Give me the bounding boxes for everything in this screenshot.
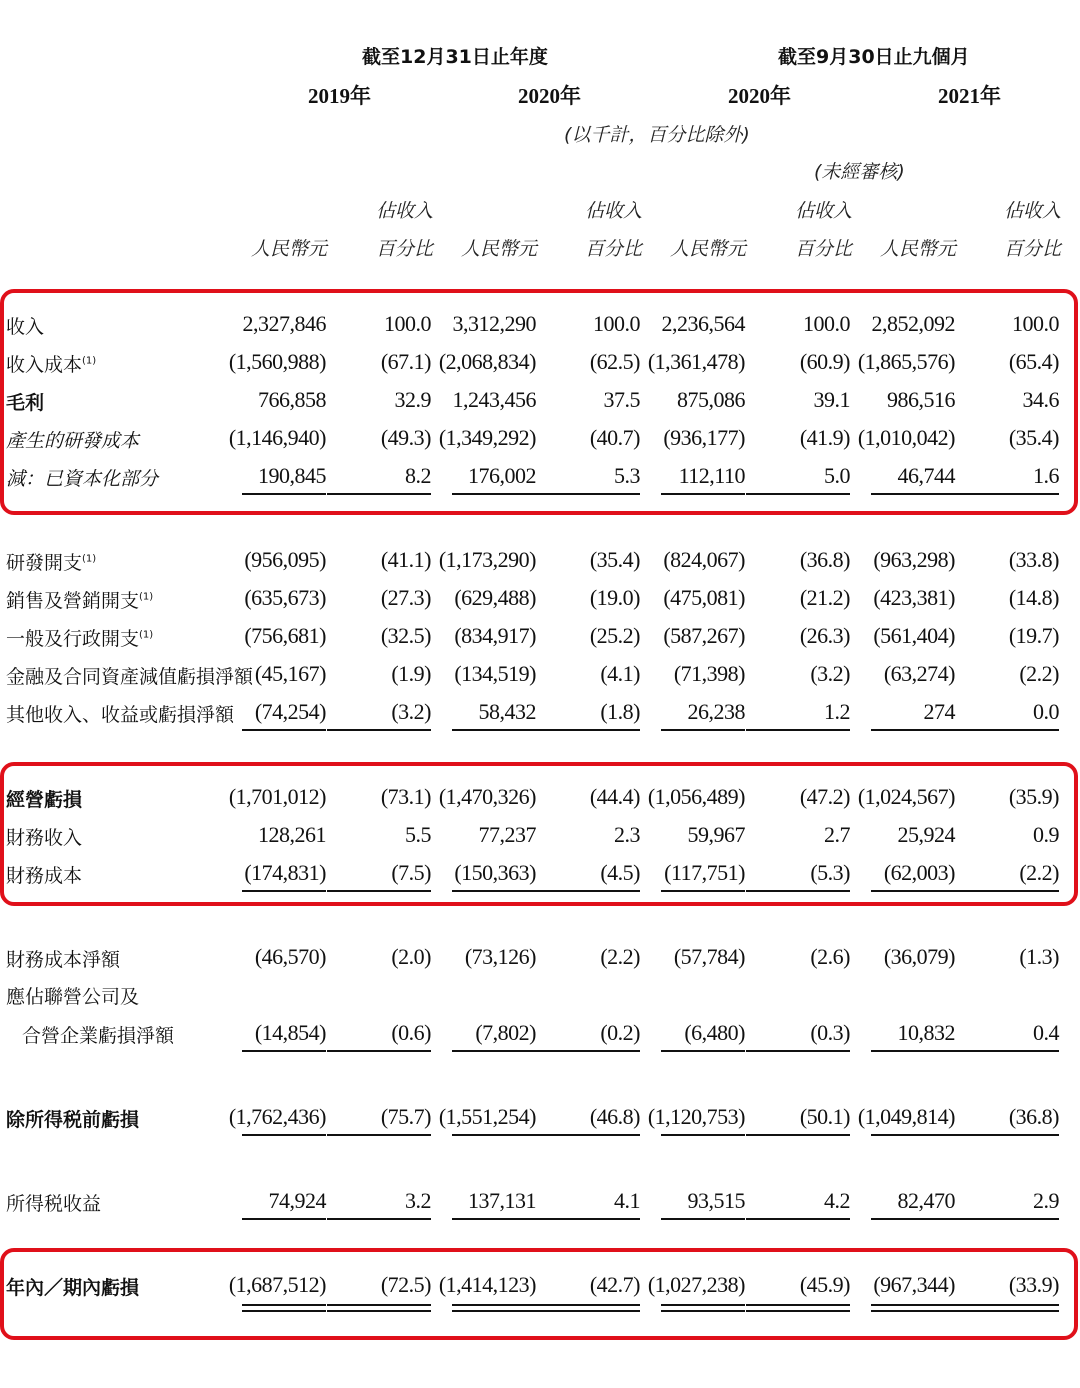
amount-cell: 112,110 [678, 463, 745, 488]
amount-cell: 128,261 [258, 822, 326, 847]
pct-cell: (25.2) [589, 623, 640, 648]
amount-cell: 58,432 [478, 699, 536, 724]
amount-cell: (587,267) [663, 623, 745, 648]
year-header-2: 2020年 [728, 84, 791, 108]
column-underline [661, 1050, 745, 1052]
amount-cell: (756,681) [244, 623, 326, 648]
row-label [6, 586, 153, 613]
pct-cell: (60.9) [799, 349, 850, 374]
pct-cell: (0.3) [810, 1020, 850, 1045]
row-label-text: 毛利 [6, 392, 45, 414]
col-header-pct-line1: 佔收入 [795, 200, 853, 222]
row-label-text: 合營企業虧損淨額 [22, 1025, 175, 1047]
col-header-pct-line1: 佔收入 [585, 200, 643, 222]
row-label-text: 銷售及營銷開支 [6, 590, 140, 612]
amount-cell: (62,003) [883, 860, 955, 885]
amount-cell: (1,551,254) [438, 1104, 536, 1129]
amount-cell: (956,095) [244, 547, 326, 572]
column-underline [871, 1134, 955, 1136]
pct-cell: (2.6) [810, 944, 850, 969]
column-underline [242, 1050, 326, 1052]
pct-cell: 3.2 [405, 1188, 431, 1213]
amount-cell: (1,027,238) [647, 1272, 745, 1297]
pct-cell: (3.2) [810, 661, 850, 686]
row-label [6, 982, 139, 1009]
column-underline [536, 1134, 640, 1136]
col-header-rmb: 人民幣元 [670, 238, 747, 260]
amount-cell: (1,024,567) [857, 784, 955, 809]
amount-cell: 26,238 [687, 699, 745, 724]
pct-cell: (2.2) [600, 944, 640, 969]
col-header-rmb: 人民幣元 [251, 238, 328, 260]
amount-cell: (1,687,512) [228, 1272, 326, 1297]
amount-cell: 74,924 [268, 1188, 326, 1213]
period-nine-months-header: 截至9月30日止九個月 [778, 46, 970, 68]
amount-cell: (1,120,753) [647, 1104, 745, 1129]
column-underline [746, 1134, 850, 1136]
pct-cell: 100.0 [1012, 311, 1059, 336]
pct-cell: (32.5) [380, 623, 431, 648]
col-header-pct-line2: 百分比 [585, 238, 643, 260]
pct-cell: (26.3) [799, 623, 850, 648]
pct-cell: (35.9) [1008, 784, 1059, 809]
highlight-box-net-loss-section [0, 1248, 1078, 1340]
amount-cell: (1,865,576) [857, 349, 955, 374]
pct-cell: (27.3) [380, 585, 431, 610]
pct-cell: (62.5) [589, 349, 640, 374]
amount-cell: (117,751) [664, 860, 745, 885]
amount-cell: 766,858 [258, 387, 326, 412]
pct-cell: (4.1) [600, 661, 640, 686]
amount-cell: 25,924 [897, 822, 955, 847]
pct-cell: (41.9) [799, 425, 850, 450]
amount-cell: (74,254) [254, 699, 326, 724]
pct-cell: (19.7) [1008, 623, 1059, 648]
amount-cell: (2,068,834) [438, 349, 536, 374]
pct-cell: (2.2) [1019, 661, 1059, 686]
col-header-pct-line2: 百分比 [376, 238, 434, 260]
column-underline [242, 729, 326, 731]
column-underline [536, 1218, 640, 1220]
pct-cell: 0.0 [1033, 699, 1059, 724]
amount-cell: (629,488) [454, 585, 536, 610]
column-underline [327, 729, 431, 731]
amount-cell: (36,079) [883, 944, 955, 969]
amount-cell: (834,917) [454, 623, 536, 648]
amount-cell: (824,067) [663, 547, 745, 572]
highlight-box-revenue-section [0, 289, 1078, 515]
pct-cell: (4.5) [600, 860, 640, 885]
amount-cell: (71,398) [673, 661, 745, 686]
amount-cell: (1,146,940) [228, 425, 326, 450]
pct-cell: 100.0 [384, 311, 431, 336]
unaudited-note: (未經審核) [814, 161, 905, 183]
amount-cell: 190,845 [258, 463, 326, 488]
amount-cell: (1,560,988) [228, 349, 326, 374]
amount-cell: (63,274) [883, 661, 955, 686]
pct-cell: (1.8) [600, 699, 640, 724]
year-header-0: 2019年 [308, 84, 371, 108]
amount-cell: (936,177) [663, 425, 745, 450]
pct-cell: (1.3) [1019, 944, 1059, 969]
pct-cell: (0.6) [391, 1020, 431, 1045]
row-label [22, 1021, 174, 1048]
pct-cell: (21.2) [799, 585, 850, 610]
year-header-1: 2020年 [518, 84, 581, 108]
unit-note: (以千計，百分比除外) [564, 124, 750, 146]
pct-cell: (40.7) [589, 425, 640, 450]
amount-cell: (475,081) [663, 585, 745, 610]
pct-cell: 1.2 [824, 699, 850, 724]
pct-cell: 4.1 [614, 1188, 640, 1213]
row-label [6, 548, 96, 575]
amount-cell: (1,361,478) [647, 349, 745, 374]
amount-cell: (967,344) [873, 1272, 955, 1297]
amount-cell: (7,802) [475, 1020, 536, 1045]
row-label-text: 除所得税前虧損 [6, 1109, 140, 1131]
pct-cell: 2.3 [614, 822, 640, 847]
column-underline [661, 1218, 745, 1220]
amount-cell: (1,701,012) [228, 784, 326, 809]
pct-cell: 34.6 [1022, 387, 1059, 412]
column-underline [955, 729, 1059, 731]
pct-cell: (46.8) [589, 1104, 640, 1129]
amount-cell: (6,480) [684, 1020, 745, 1045]
amount-cell: (150,363) [454, 860, 536, 885]
row-label-text: 財務收入 [6, 827, 83, 849]
col-header-rmb: 人民幣元 [880, 238, 957, 260]
amount-cell: (1,056,489) [647, 784, 745, 809]
amount-cell: (1,049,814) [857, 1104, 955, 1129]
row-label-text: 一般及行政開支 [6, 628, 140, 650]
amount-cell: (963,298) [873, 547, 955, 572]
pct-cell: (73.1) [380, 784, 431, 809]
column-underline [327, 1050, 431, 1052]
row-label-text: 產生的研發成本 [6, 430, 140, 452]
amount-cell: 2,327,846 [242, 311, 326, 336]
column-underline [871, 1218, 955, 1220]
pct-cell: (0.2) [600, 1020, 640, 1045]
amount-cell: 875,086 [677, 387, 745, 412]
pct-cell: (67.1) [380, 349, 431, 374]
row-label [6, 1189, 101, 1216]
pct-cell: (49.3) [380, 425, 431, 450]
amount-cell: (14,854) [254, 1020, 326, 1045]
row-label-text: 金融及合同資產減值虧損淨額 [6, 666, 254, 688]
column-underline [871, 1050, 955, 1052]
pct-cell: (33.9) [1008, 1272, 1059, 1297]
amount-cell: 10,832 [897, 1020, 955, 1045]
amount-cell: (1,173,290) [438, 547, 536, 572]
amount-cell: 77,237 [478, 822, 536, 847]
amount-cell: 3,312,290 [452, 311, 536, 336]
footnote-marker: (1) [139, 591, 154, 603]
column-underline [452, 1134, 536, 1136]
amount-cell: 59,967 [687, 822, 745, 847]
column-underline [536, 1050, 640, 1052]
row-label-text: 收入成本 [6, 354, 83, 376]
row-label-text: 財務成本淨額 [6, 949, 121, 971]
year-header-3: 2021年 [938, 84, 1001, 108]
row-label [6, 945, 120, 972]
amount-cell: (423,381) [873, 585, 955, 610]
row-label-text: 年內／期內虧損 [6, 1277, 140, 1299]
pct-cell: 100.0 [593, 311, 640, 336]
column-underline [661, 729, 745, 731]
column-underline [746, 729, 850, 731]
pct-cell: (1.9) [391, 661, 431, 686]
pct-cell: (14.8) [1008, 585, 1059, 610]
row-label-text: 其他收入、收益或虧損淨額 [6, 704, 235, 726]
column-underline [955, 1218, 1059, 1220]
pct-cell: (75.7) [380, 1104, 431, 1129]
pct-cell: 2.7 [824, 822, 850, 847]
pct-cell: (5.3) [810, 860, 850, 885]
amount-cell: (45,167) [254, 661, 326, 686]
amount-cell: 1,243,456 [452, 387, 536, 412]
row-label-text: 減：已資本化部分 [6, 468, 159, 490]
amount-cell: (635,673) [244, 585, 326, 610]
pct-cell: (3.2) [391, 699, 431, 724]
pct-cell: (47.2) [799, 784, 850, 809]
pct-cell: 5.0 [824, 463, 850, 488]
pct-cell: (36.8) [1008, 1104, 1059, 1129]
column-underline [536, 729, 640, 731]
pct-cell: (50.1) [799, 1104, 850, 1129]
column-underline [955, 1134, 1059, 1136]
column-underline [327, 1218, 431, 1220]
amount-cell: 2,852,092 [871, 311, 955, 336]
column-underline [746, 1218, 850, 1220]
amount-cell: 986,516 [887, 387, 955, 412]
footnote-marker: (1) [82, 553, 97, 565]
amount-cell: (561,404) [873, 623, 955, 648]
pct-cell: 32.9 [394, 387, 431, 412]
column-underline [746, 1050, 850, 1052]
col-header-pct-line2: 百分比 [1004, 238, 1062, 260]
pct-cell: (44.4) [589, 784, 640, 809]
column-underline [452, 1218, 536, 1220]
column-underline [327, 1134, 431, 1136]
amount-cell: (1,010,042) [857, 425, 955, 450]
row-label-text: 財務成本 [6, 865, 83, 887]
amount-cell: 274 [923, 699, 955, 724]
pct-cell: 100.0 [803, 311, 850, 336]
pct-cell: 4.2 [824, 1188, 850, 1213]
pct-cell: (35.4) [589, 547, 640, 572]
pct-cell: (41.1) [380, 547, 431, 572]
column-underline [871, 729, 955, 731]
pct-cell: 0.4 [1033, 1020, 1059, 1045]
row-label-text: 所得税收益 [6, 1193, 102, 1215]
amount-cell: (1,414,123) [438, 1272, 536, 1297]
footnote-marker: (1) [139, 629, 154, 641]
row-label-text: 應佔聯營公司及 [6, 986, 140, 1008]
row-label-text: 收入 [6, 316, 45, 338]
period-full-year-header: 截至12月31日止年度 [362, 46, 548, 68]
row-label-text: 經營虧損 [6, 789, 83, 811]
amount-cell: (134,519) [454, 661, 536, 686]
amount-cell: (57,784) [673, 944, 745, 969]
pct-cell: 0.9 [1033, 822, 1059, 847]
col-header-pct-line2: 百分比 [795, 238, 853, 260]
column-underline [955, 1050, 1059, 1052]
row-label [6, 1105, 139, 1132]
col-header-pct-line1: 佔收入 [1004, 200, 1062, 222]
pct-cell: (33.8) [1008, 547, 1059, 572]
pct-cell: 39.1 [813, 387, 850, 412]
amount-cell: 93,515 [687, 1188, 745, 1213]
amount-cell: (174,831) [244, 860, 326, 885]
col-header-rmb: 人民幣元 [461, 238, 538, 260]
column-underline [452, 1050, 536, 1052]
row-label-text: 研發開支 [6, 552, 83, 574]
amount-cell: 137,131 [468, 1188, 536, 1213]
column-underline [242, 1134, 326, 1136]
amount-cell: (46,570) [254, 944, 326, 969]
amount-cell: (1,762,436) [228, 1104, 326, 1129]
amount-cell: (73,126) [464, 944, 536, 969]
pct-cell: 1.6 [1033, 463, 1059, 488]
pct-cell: (42.7) [589, 1272, 640, 1297]
highlight-box-operating-loss-section [0, 762, 1078, 906]
pct-cell: (2.2) [1019, 860, 1059, 885]
amount-cell: (1,470,326) [438, 784, 536, 809]
amount-cell: 46,744 [897, 463, 955, 488]
pct-cell: 5.3 [614, 463, 640, 488]
footnote-marker: (1) [82, 355, 97, 367]
pct-cell: (72.5) [380, 1272, 431, 1297]
pct-cell: 8.2 [405, 463, 431, 488]
column-underline [242, 1218, 326, 1220]
column-underline [452, 729, 536, 731]
amount-cell: 2,236,564 [661, 311, 745, 336]
amount-cell: 82,470 [897, 1188, 955, 1213]
row-label [6, 624, 153, 651]
pct-cell: 5.5 [405, 822, 431, 847]
pct-cell: (45.9) [799, 1272, 850, 1297]
amount-cell: 176,002 [468, 463, 536, 488]
pct-cell: 37.5 [603, 387, 640, 412]
amount-cell: (1,349,292) [438, 425, 536, 450]
col-header-pct-line1: 佔收入 [376, 200, 434, 222]
pct-cell: 2.9 [1033, 1188, 1059, 1213]
pct-cell: (7.5) [391, 860, 431, 885]
column-underline [661, 1134, 745, 1136]
pct-cell: (65.4) [1008, 349, 1059, 374]
pct-cell: (19.0) [589, 585, 640, 610]
pct-cell: (2.0) [391, 944, 431, 969]
pct-cell: (36.8) [799, 547, 850, 572]
pct-cell: (35.4) [1008, 425, 1059, 450]
